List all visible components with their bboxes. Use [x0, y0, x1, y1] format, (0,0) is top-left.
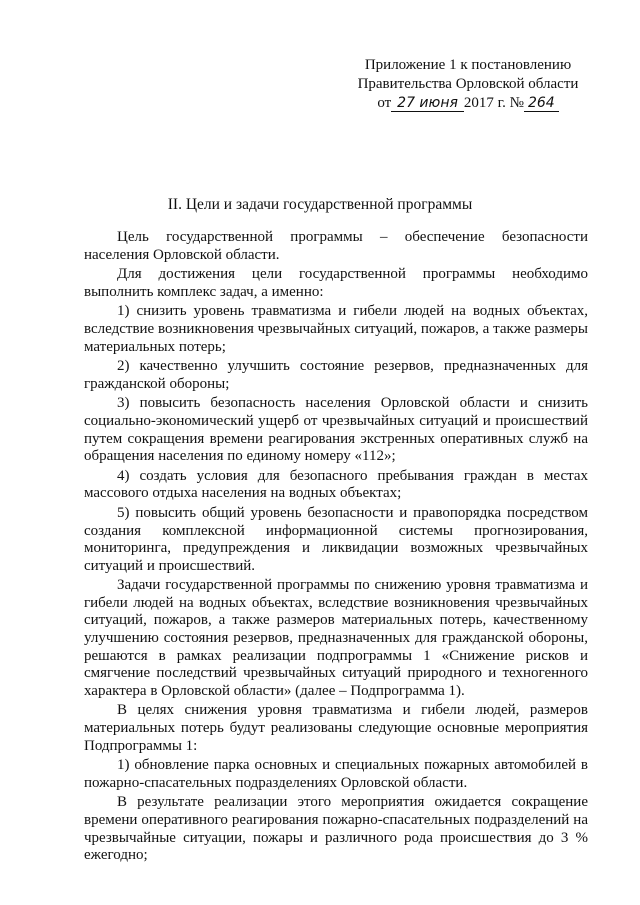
from-label: от	[377, 95, 392, 111]
header-line-2: Правительства Орловской области	[357, 76, 579, 92]
appendix-header	[348, 56, 588, 113]
paragraph: 4) создать условия для безопасного пребывания граждан в местах массового отдыха населения на водных объектах;	[84, 467, 588, 502]
header-line-3	[348, 94, 588, 113]
year-label: 2017 г. №	[463, 95, 524, 111]
paragraph: Для достижения цели государственной программы необходимо выполнить комплекс задач, а именно:	[84, 266, 588, 300]
paragraph: 5) повысить общий уровень безопасности и правопорядка посредством создания комплексной информационной системы прогнозирования, мониторинга, предупреждения и ликвидации возможных чрезвычайных ситуаций и происшествий.	[84, 504, 588, 574]
paragraph: Цель государственной программы – обеспечение безопасности населения Орловской области.	[84, 229, 588, 263]
section-title: II. Цели и задачи государственной программы	[167, 196, 473, 213]
handwritten-number: 264	[524, 96, 559, 112]
paragraph: В результате реализации этого мероприятия ожидается сокращение времени оперативного реагирования пожарно-спасательных подразделений на чрезвычайные ситуации, пожары и различного рода происшествия до 3 % ежегодно;	[84, 794, 588, 864]
paragraph: Задачи государственной программы по снижению уровня травматизма и гибели людей на водных объектах, вследствие возникновения чрезвычайных ситуаций, пожаров, а также размеров материальных потерь, качественному улучшению состояния резервов, предназначенных для гражданской обороны, решаются в рамках реализации подпрограммы 1 «Снижение рисков и смягчение последствий чрезвычайных ситуаций природного и техногенного характера в Орловской области» (далее – Подпрограмма 1).	[84, 577, 588, 699]
header-line-1: Приложение 1 к постановлению	[364, 57, 572, 73]
handwritten-date: 27 июня	[391, 96, 464, 112]
document-body	[84, 229, 588, 867]
paragraph: В целях снижения уровня травматизма и гибели людей, размеров материальных потерь будут реализованы следующие основные мероприятия Подпрограммы 1:	[84, 702, 588, 754]
paragraph: 1) обновление парка основных и специальных пожарных автомобилей в пожарно-спасательных подразделениях Орловской области.	[84, 757, 588, 791]
paragraph: 1) снизить уровень травматизма и гибели людей на водных объектах, вследствие возникновения чрезвычайных ситуаций, пожаров, а также размеры материальных потерь;	[84, 303, 588, 355]
paragraph: 3) повысить безопасность населения Орловской области и снизить социально-экономический ущерб от чрезвычайных ситуаций и происшествий путем сокращения времени реагирования экстренных оперативных служб на обращения населения по единому номеру «112»;	[84, 395, 588, 465]
paragraph: 2) качественно улучшить состояние резервов, предназначенных для гражданской обороны;	[84, 358, 588, 392]
